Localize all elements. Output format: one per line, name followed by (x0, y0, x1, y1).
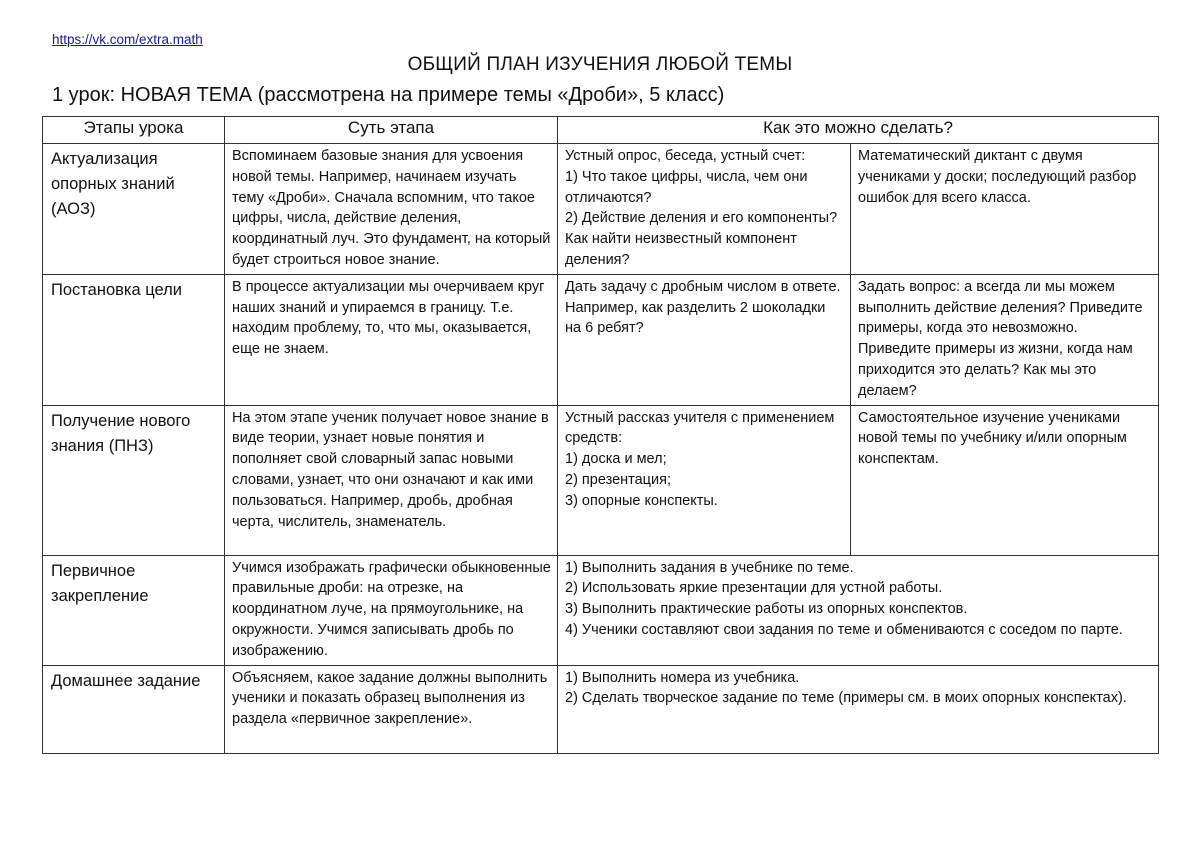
header-methods: Как это можно сделать? (558, 117, 1159, 144)
table-row (43, 405, 1159, 555)
method-cell: Математический диктант с двумя учениками у доски; последующий разбор ошибок для всего класса. (851, 144, 1159, 275)
stage-cell: Домашнее задание (43, 665, 225, 753)
table-row (43, 555, 1159, 665)
method-cell: 1) Выполнить номера из учебника. 2) Сделать творческое задание по теме (примеры см. в моих опорных конспектах). (558, 665, 1159, 753)
method-cell: Дать задачу с дробным числом в ответе. Например, как разделить 2 шоколадки на 6 ребят? (558, 274, 851, 405)
method-cell: 1) Выполнить задания в учебнике по теме. 2) Использовать яркие презентации для устной работы. 3) Выполнить практические работы из опорных конспектов. 4) Ученики составляют свои задания по теме и обмениваются с соседом по парте. (558, 555, 1159, 665)
page-title: ОБЩИЙ ПЛАН ИЗУЧЕНИЯ ЛЮБОЙ ТЕМЫ (407, 54, 793, 75)
lesson-plan-table (42, 116, 1159, 754)
essence-cell: В процессе актуализации мы очерчиваем круг наших знаний и упираемся в границу. Т.е. находим проблему, то, что мы, оказывается, еще не знаем. (225, 274, 558, 405)
stage-cell: Первичное закрепление (43, 555, 225, 665)
vk-link[interactable]: https://vk.com/extra.math (52, 32, 203, 47)
method-cell: Устный опрос, беседа, устный счет: 1) Что такое цифры, числа, чем они отличаются? 2) Действие деления и его компоненты? Как найти неизвестный компонент деления? (558, 144, 851, 275)
stage-cell: Постановка цели (43, 274, 225, 405)
table-header-row (43, 117, 1159, 144)
page-subtitle: 1 урок: НОВАЯ ТЕМА (рассмотрена на примере темы «Дроби», 5 класс) (52, 84, 725, 106)
table-row (43, 274, 1159, 405)
method-cell: Устный рассказ учителя с применением средств: 1) доска и мел; 2) презентация; 3) опорные конспекты. (558, 405, 851, 555)
essence-cell: Вспоминаем базовые знания для усвоения новой темы. Например, начинаем изучать тему «Дроби». Сначала вспомним, что такое цифры, числа, действие деления, координатный луч. Это фундамент, на который будет строиться новое знание. (225, 144, 558, 275)
method-cell: Задать вопрос: а всегда ли мы можем выполнить действие деления? Приведите примеры, когда это невозможно. Приведите примеры из жизни, когда нам приходится это делать? Как мы это делаем? (851, 274, 1159, 405)
header-essence: Суть этапа (225, 117, 558, 144)
table-row (43, 665, 1159, 753)
table-row (43, 144, 1159, 275)
method-cell: Самостоятельное изучение учениками новой темы по учебнику и/или опорным конспектам. (851, 405, 1159, 555)
essence-cell: Учимся изображать графически обыкновенные правильные дроби: на отрезке, на координатном луче, на прямоугольнике, на окружности. Учимся записывать дробь по изображению. (225, 555, 558, 665)
header-stages: Этапы урока (43, 117, 225, 144)
stage-cell: Получение нового знания (ПНЗ) (43, 405, 225, 555)
stage-cell: Актуализация опорных знаний (АОЗ) (43, 144, 225, 275)
essence-cell: На этом этапе ученик получает новое знание в виде теории, узнает новые понятия и пополняет свой словарный запас новыми словами, узнает, что они означают и как ими пользоваться. Например, дробь, дробная черта, числитель, знаменатель. (225, 405, 558, 555)
essence-cell: Объясняем, какое задание должны выполнить ученики и показать образец выполнения из раздела «первичное закрепление». (225, 665, 558, 753)
